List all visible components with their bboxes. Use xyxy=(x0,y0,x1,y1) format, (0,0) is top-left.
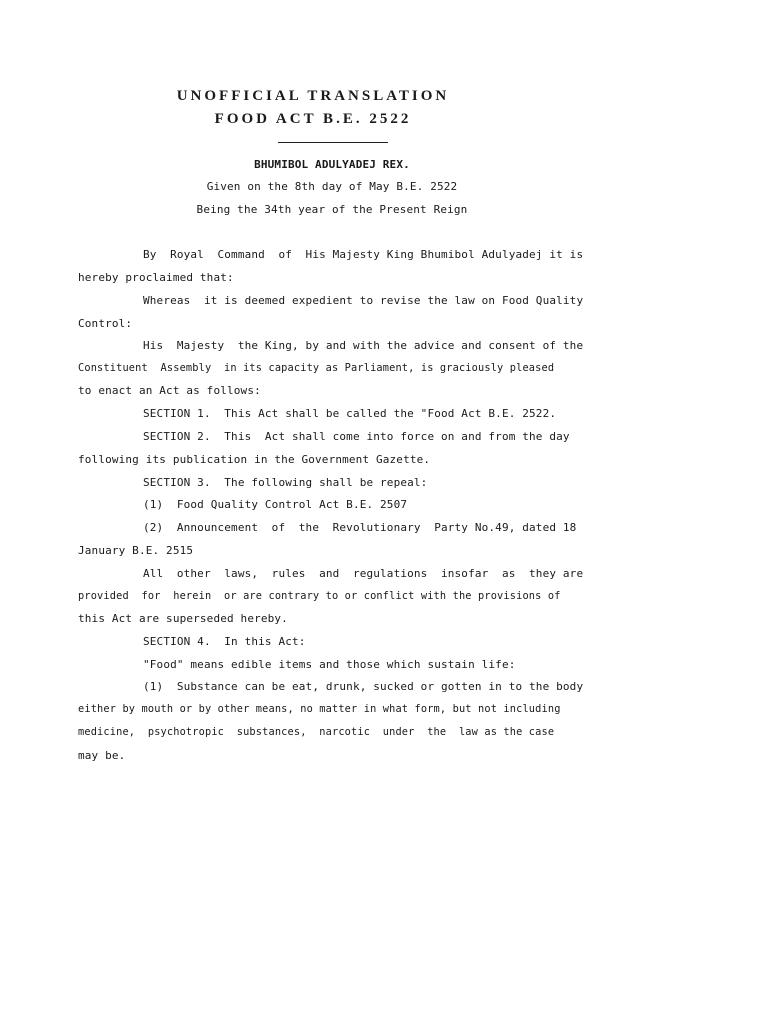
body-line: may be. xyxy=(78,749,126,762)
body-line: following its publication in the Government Gazette. xyxy=(78,453,431,466)
body-line: January B.E. 2515 xyxy=(78,544,194,557)
body-line: medicine, psychotropic substances, narcotic under the law as the case xyxy=(78,726,555,738)
document-title-line1: UNOFFICIAL TRANSLATION xyxy=(176,88,450,104)
repeal-item-1: (1) Food Quality Control Act B.E. 2507 xyxy=(143,498,408,511)
document-title-line2: FOOD ACT B.E. 2522 xyxy=(214,111,412,127)
section-2: SECTION 2. This Act shall come into force on and from the day xyxy=(143,430,570,443)
body-line: provided for herein or are contrary to or conflict with the provisions of xyxy=(78,590,561,602)
monarch-signature: BHUMIBOL ADULYADEJ REX. xyxy=(254,158,410,171)
definition-item-1: (1) Substance can be eat, drunk, sucked or gotten in to the body xyxy=(143,680,584,693)
body-line: His Majesty the King, by and with the advice and consent of the xyxy=(143,339,584,352)
body-line: By Royal Command of His Majesty King Bhumibol Adulyadej it is xyxy=(143,248,584,261)
food-definition: "Food" means edible items and those which sustain life: xyxy=(143,658,516,671)
body-line: All other laws, rules and regulations insofar as they are xyxy=(143,567,584,580)
body-line: Whereas it is deemed expedient to revise the law on Food Quality xyxy=(143,294,584,307)
repeal-item-2: (2) Announcement of the Revolutionary Party No.49, dated 18 xyxy=(143,521,577,534)
body-line: this Act are superseded hereby. xyxy=(78,612,288,625)
body-line: Constituent Assembly in its capacity as Parliament, is graciously pleased xyxy=(78,362,555,374)
title-divider xyxy=(278,142,388,143)
section-4: SECTION 4. In this Act: xyxy=(143,635,306,648)
body-line: Control: xyxy=(78,317,133,330)
body-line: to enact an Act as follows: xyxy=(78,384,261,397)
section-3: SECTION 3. The following shall be repeal: xyxy=(143,476,428,489)
body-line: hereby proclaimed that: xyxy=(78,271,234,284)
given-date: Given on the 8th day of May B.E. 2522 xyxy=(206,180,458,193)
section-1: SECTION 1. This Act shall be called the "Food Act B.E. 2522. xyxy=(143,407,557,420)
reign-year: Being the 34th year of the Present Reign xyxy=(196,203,468,216)
body-line: either by mouth or by other means, no matter in what form, but not including xyxy=(78,703,561,715)
